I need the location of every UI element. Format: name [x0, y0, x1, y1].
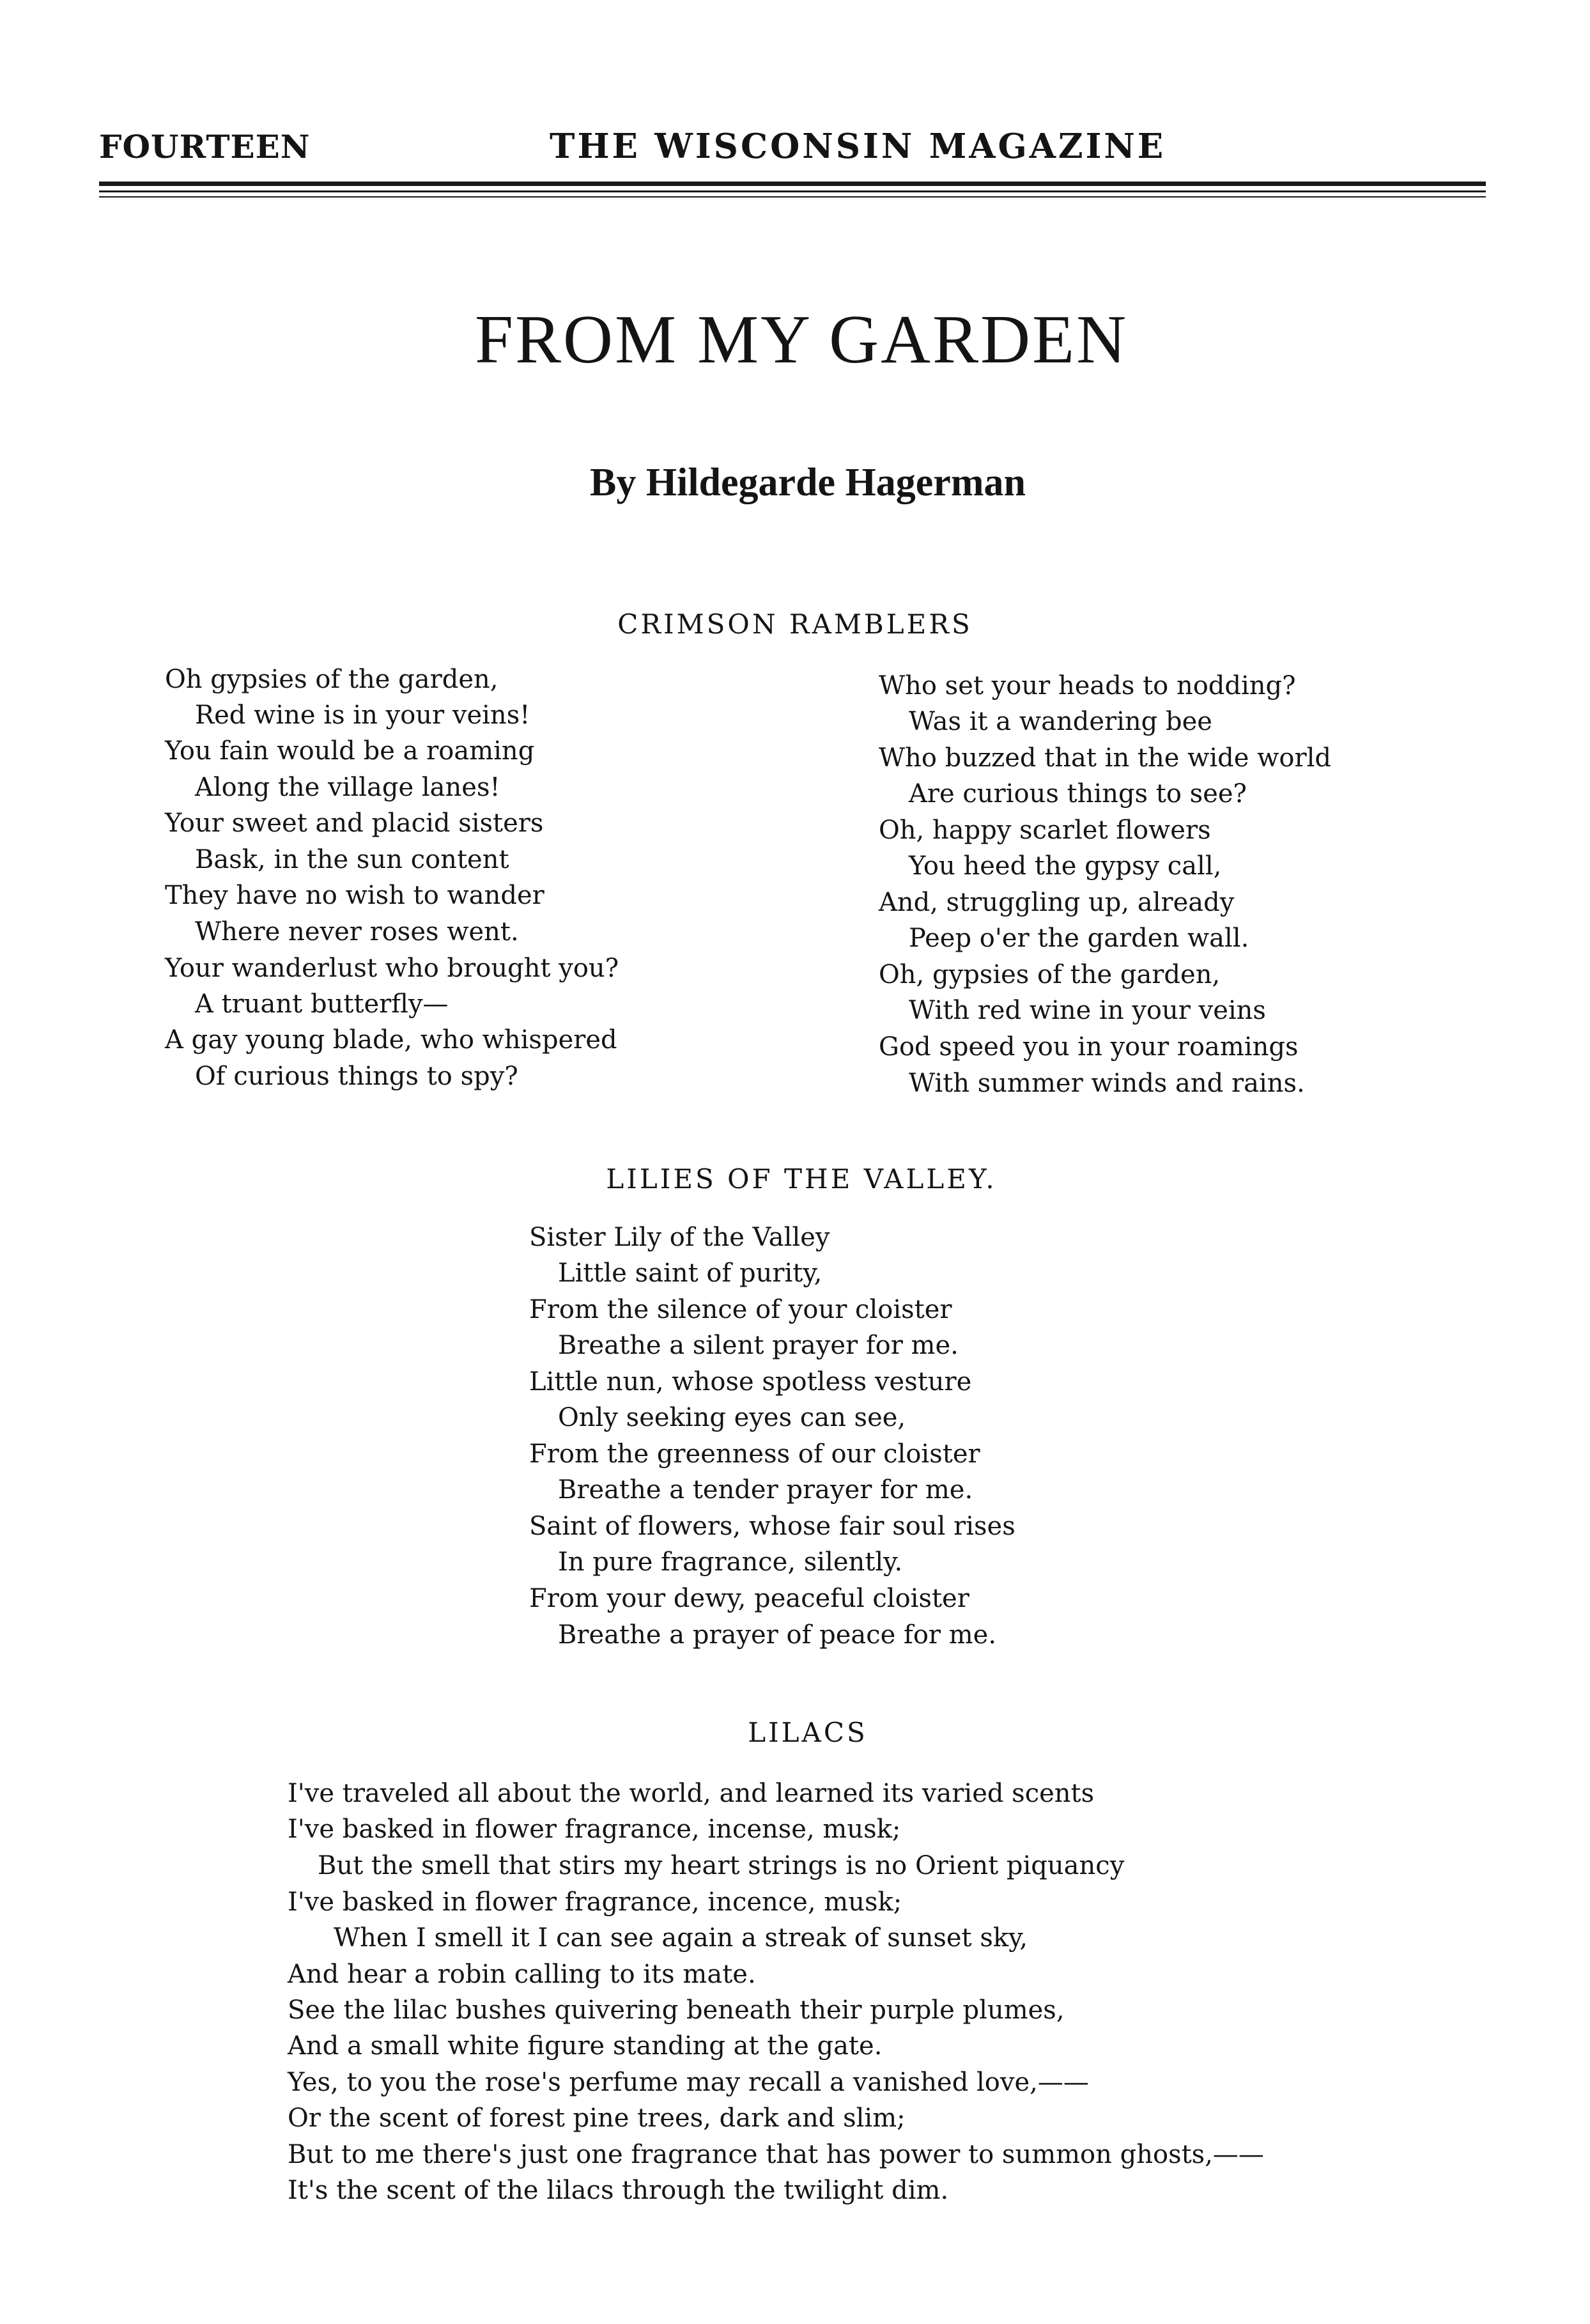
poem-line: Saint of flowers, whose fair soul rises [529, 1512, 1015, 1541]
poem-line: A gay young blade, who whispered [165, 1025, 617, 1055]
poem-line: You fain would be a roaming [165, 736, 535, 766]
poem-heading-lilacs: LILACS [748, 1717, 868, 1748]
poem-line: But the smell that stirs my heart strings is no Orient piquancy [318, 1851, 1125, 1880]
poem-line: I've traveled all about the world, and learned its varied scents [288, 1779, 1095, 1808]
poem-line: Along the village lanes! [195, 773, 500, 802]
poem-line: In pure fragrance, silently. [558, 1547, 903, 1577]
poem-line: Little saint of purity, [558, 1259, 822, 1288]
poem-line: From the greenness of our cloister [529, 1439, 980, 1469]
poem-line: I've basked in flower fragrance, incense, musk; [288, 1815, 901, 1844]
article-title: FROM MY GARDEN [474, 302, 1129, 378]
poem-line: From your dewy, peaceful cloister [529, 1584, 969, 1613]
poem-line: Oh, happy scarlet flowers [879, 816, 1211, 845]
poem-heading-lilies-of-the-valley: LILIES OF THE VALLEY. [606, 1163, 997, 1195]
poem-line: And, struggling up, already [879, 888, 1235, 917]
header-rule-thin [99, 190, 1486, 192]
poem-line: With red wine in your veins [909, 996, 1266, 1025]
poem-line: And a small white figure standing at the gate. [288, 2031, 883, 2061]
poem-line: With summer winds and rains. [909, 1069, 1305, 1098]
poem-line: Breathe a prayer of peace for me. [558, 1620, 997, 1650]
poem-line: Oh, gypsies of the garden, [879, 960, 1221, 989]
poem-line: Breathe a silent prayer for me. [558, 1331, 959, 1360]
header-rule-thin-2 [99, 196, 1486, 198]
poem-line: Oh gypsies of the garden, [165, 665, 498, 694]
poem-line: Your sweet and placid sisters [165, 809, 544, 838]
poem-line: Bask, in the sun content [195, 845, 509, 874]
magazine-title: THE WISCONSIN MAGAZINE [550, 127, 1166, 166]
poem-line: I've basked in flower fragrance, incence, musk; [288, 1887, 902, 1917]
poem-line: A truant butterfly— [195, 989, 449, 1019]
poem-line: Breathe a tender prayer for me. [558, 1475, 973, 1505]
poem-line: Little nun, whose spotless vesture [529, 1367, 972, 1397]
poem-line: From the silence of your cloister [529, 1295, 952, 1324]
poem-line: God speed you in your roamings [879, 1032, 1299, 1062]
poem-line: Where never roses went. [195, 917, 519, 947]
poem-line: Was it a wandering bee [909, 707, 1212, 736]
page-number-label: FOURTEEN [99, 128, 311, 166]
poem-line: Your wanderlust who brought you? [165, 954, 619, 983]
poem-line: Only seeking eyes can see, [558, 1403, 906, 1432]
poem-line: Yes, to you the rose's perfume may recall a vanished love,—— [288, 2068, 1089, 2097]
poem-line: Or the scent of forest pine trees, dark and slim; [288, 2103, 906, 2133]
poem-line: It's the scent of the lilacs through the twilight dim. [288, 2176, 949, 2205]
poem-line: Of curious things to spy? [195, 1062, 518, 1091]
poem-line: See the lilac bushes quivering beneath their purple plumes, [288, 1995, 1065, 2025]
poem-line: And hear a robin calling to its mate. [288, 1960, 756, 1989]
poem-line: But to me there's just one fragrance that has power to summon ghosts,—— [288, 2140, 1264, 2169]
poem-heading-crimson-ramblers: CRIMSON RAMBLERS [617, 608, 973, 640]
article-byline: By Hildegarde Hagerman [590, 461, 1026, 504]
poem-line: You heed the gypsy call, [909, 851, 1222, 881]
poem-line: Red wine is in your veins! [195, 701, 530, 730]
poem-line: Sister Lily of the Valley [529, 1223, 830, 1252]
poem-line: Are curious things to see? [909, 779, 1247, 809]
poem-line: Who set your heads to nodding? [879, 671, 1296, 701]
poem-line: They have no wish to wander [165, 881, 544, 910]
poem-line: Who buzzed that in the wide world [879, 743, 1332, 773]
header-rule-thick [99, 182, 1486, 186]
poem-line: Peep o'er the garden wall. [909, 924, 1249, 953]
poem-line: When I smell it I can see again a streak of sunset sky, [334, 1923, 1028, 1953]
